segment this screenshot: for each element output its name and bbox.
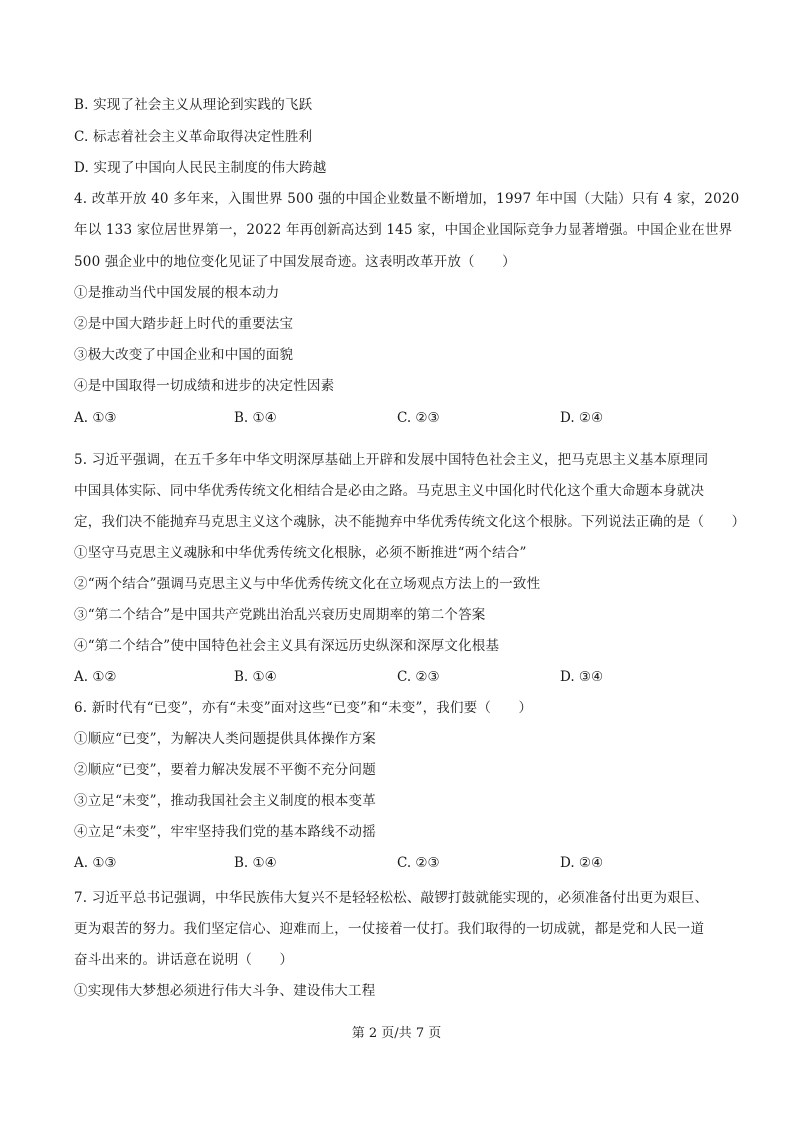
q5-choice-b[interactable]: B. ①④ [234,669,277,685]
q6-statement: ②顺应“已变”，要着力解决发展不平衡不充分问题 [74,762,376,778]
q4-statement: ④是中国取得一切成绩和进步的决定性因素 [74,378,335,394]
q4-statement: ③极大改变了中国企业和中国的面貌 [74,347,294,363]
q7-stem-line: 7. 习近平总书记强调，中华民族伟大复兴不是轻轻松松、敲锣打鼓就能实现的，必须准备付出更为艰巨、 [74,890,709,906]
q4-stem-line: 500 强企业中的地位变化见证了中国发展奇迹。这表明改革开放（ ） [74,254,516,270]
q6-choices [74,853,734,873]
q6-choice-d[interactable]: D. ②④ [560,855,604,871]
q4-choices [74,408,734,428]
q6-statement: ③立足“未变”，推动我国社会主义制度的根本变革 [74,793,376,809]
q7-stem-line: 更为艰苦的努力。我们坚定信心、迎难而上，一仗接着一仗打。我们取得的一切成就，都是党和人民一道 [74,921,705,937]
q3-option-c: C. 标志着社会主义革命取得决定性胜利 [74,129,313,145]
q6-choice-c[interactable]: C. ②③ [397,855,440,871]
q6-stem-line: 6. 新时代有“已变”，亦有“未变”面对这些“已变”和“未变”，我们要（ ） [74,700,533,716]
q4-choice-d[interactable]: D. ②④ [560,410,604,426]
q4-stem-line: 年以 133 家位居世界第一，2022 年再创新高达到 145 家，中国企业国际竞争力显著增强。中国企业在世界 [74,222,733,238]
q5-stem-line: 定，我们决不能抛弃马克思主义这个魂脉，决不能抛弃中华优秀传统文化这个根脉。下列说法正确的是（ ） [74,514,746,530]
q7-stem-line: 奋斗出来的。讲话意在说明（ ） [74,952,294,968]
q5-choices [74,667,734,687]
q4-choice-c[interactable]: C. ②③ [397,410,440,426]
q4-statement: ②是中国大踏步赶上时代的重要法宝 [74,316,294,332]
q4-choice-a[interactable]: A. ①③ [74,410,117,426]
q6-statement: ④立足“未变”，牢牢坚持我们党的基本路线不动摇 [74,824,376,840]
q4-choice-b[interactable]: B. ①④ [234,410,277,426]
q4-statement: ①是推动当代中国发展的根本动力 [74,285,280,301]
page-number: 第 2 页/共 7 页 [351,1026,442,1041]
q5-choice-a[interactable]: A. ①② [74,669,117,685]
q3-option-d: D. 实现了中国向人民民主制度的伟大跨越 [74,160,327,176]
q7-statement: ①实现伟大梦想必须进行伟大斗争、建设伟大工程 [74,983,376,999]
q6-choice-b[interactable]: B. ①④ [234,855,277,871]
q6-choice-a[interactable]: A. ①③ [74,855,117,871]
q5-choice-c[interactable]: C. ②③ [397,669,440,685]
q3-option-b: B. 实现了社会主义从理论到实践的飞跃 [74,97,313,113]
q5-statement: ③“第二个结合”是中国共产党跳出治乱兴衰历史周期率的第二个答案 [74,607,486,623]
q6-statement: ①顺应“已变”，为解决人类问题提供具体操作方案 [74,731,376,747]
q5-choice-d[interactable]: D. ③④ [560,669,604,685]
q5-statement: ②“两个结合”强调马克思主义与中华优秀传统文化在立场观点方法上的一致性 [74,576,541,592]
q5-stem-line: 5. 习近平强调，在五千多年中华文明深厚基础上开辟和发展中国特色社会主义，把马克思主义基本原理同 [74,452,709,468]
q5-statement: ①坚守马克思主义魂脉和中华优秀传统文化根脉，必须不断推进“两个结合” [74,545,527,561]
q5-stem-line: 中国具体实际、同中华优秀传统文化相结合是必由之路。马克思主义中国化时代化这个重大命题本身就决 [74,483,705,499]
q4-stem-line: 4. 改革开放 40 多年来，入围世界 500 强的中国企业数量不断增加，1997 年中国（大陆）只有 4 家，2020 [74,191,740,207]
q5-statement: ④“第二个结合”使中国特色社会主义具有深远历史纵深和深厚文化根基 [74,638,500,654]
